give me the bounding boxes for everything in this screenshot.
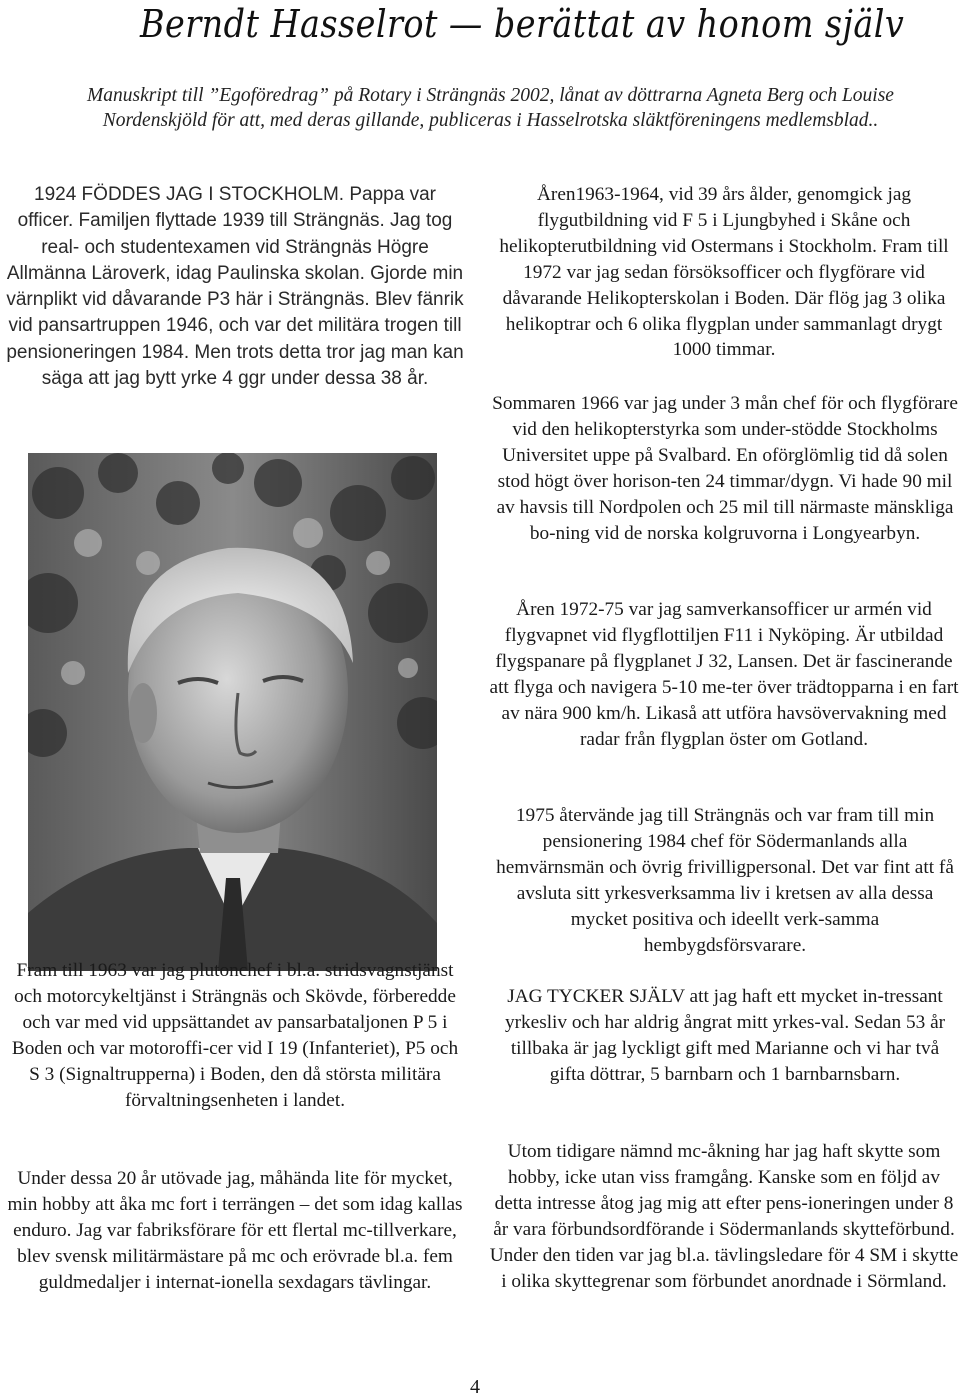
plutonchef-paragraph: Fram till 1963 var jag plutonchef i bl.a. stridsvagnstjänst och motorcykeltjänst i Strängnäs och Skövde, förberedde och var med vid uppsättandet av pansarbataljonen P 5 i Boden och var motoroffi-cer vid I 19 (Infanteriet), P5 och S 3 (Signaltrupperna) i Boden, den då största militära förvaltningsenheten i landet. <box>11 960 459 1111</box>
flight-training-paragraph: Åren1963-1964, vid 39 års ålder, genomgick jag flygutbildning vid F 5 i Ljungbyhed i Skåne och helikopterutbildning vid Ostermans i Stockholm. Fram till 1972 var jag sedan försöksofficer och flygförare vid dåvarande Helikopterskolan i Boden. Där flög jag 3 olika helikoptrar och 6 olika flygplan under sammanlagt drygt 1000 timmar. <box>499 184 949 361</box>
career-reflection-paragraph: JAG TYCKER SJÄLV att jag haft ett mycket in-tressant yrkesliv och har aldrig ångrat mitt yrkes-val. Sedan 53 år tillbaka är jag lyckligt gift med Marianne och vi har två gifta döttrar, 5 barnbarn och 1 barnbarnsbarn. <box>504 986 946 1085</box>
f11-paragraph: Åren 1972-75 var jag samverkansofficer ur armén vid flygvapnet vid flygflottiljen F11 i Nyköping. Är utbildad flygspanare på flygplanet J 32, Lansen. Det är fascinerande att flyga och navigera 5-10 me-ter över trädtopparna i en fart av nära 900 km/h. Likaså att utföra havsövervakning med radar från flygplan öster om Gotland. <box>489 599 959 750</box>
intro-note: Manuskript till ”Egoföredrag” på Rotary i Strängnäs 2002, lånat av döttrarna Agneta Berg och Louise Nordenskjöld för att, med deras gillande, publiceras i Hasselrotska släktföreningens medlemsblad.. <box>87 85 894 131</box>
portrait-photo <box>28 453 437 971</box>
page-number: 4 <box>470 1376 480 1398</box>
lead-paragraph: 1924 FÖDDES JAG I STOCKHOLM. Pappa var officer. Familjen flyttade 1939 till Strängnäs. Jag tog real- och studentexamen vid Strängnäs Högre Allmänna Läroverk, idag Paulinska skolan. Gjorde min värnplikt vid dåvarande P3 här i Strängnäs. Blev fänrik vid pansartruppen 1946, och var det militära trogen till pensioneringen 1984. Men trots detta tror jag man kan säga att jag bytt yrke 4 ggr under dessa 38 år. <box>6 184 464 390</box>
page-title: Berndt Hasselrot — berättat av honom själv <box>140 2 905 46</box>
svalbard-paragraph: Sommaren 1966 var jag under 3 mån chef för och flygförare vid den helikopterstyrka som under-stödde Stockholms Universitet uppe på Svalbard. En oförglömlig tid då solen stod högt över horison-ten 24 timmar/dygn. Vi hade 90 mil av havsis till Nordpolen och 25 mil till närmaste mänskliga bo-ning vid de norska kolgruvorna i Longyearbyn. <box>492 393 958 544</box>
homeguard-paragraph: 1975 återvände jag till Strängnäs och var fram till min pensionering 1984 chef för Södermanlands alla hemvärnsmän och övrig frivilligpersonal. Det var fint att få avsluta sitt yrkesverksamma liv i kretsen av alla dessa mycket positiva och ideellt verk-samma hembygdsförsvarare. <box>496 805 954 956</box>
enduro-paragraph: Under dessa 20 år utövade jag, måhända lite för mycket, min hobby att åka mc fort i terrängen – det som idag kallas enduro. Jag var fabriksförare för ett flertal mc-tillverkare, blev svensk militärmästare på mc och erövrade bl.a. fem guldmedaljer i internat-ionella sexdagars tävlingar. <box>7 1168 463 1293</box>
shooting-hobby-paragraph: Utom tidigare nämnd mc-åkning har jag haft skytte som hobby, icke utan viss framgång. Kanske som en följd av detta intresse åtog jag mig att efter pens-ioneringen under 8 år vara förbundsordförande i Södermanlands skytteförbund. Under den tiden var jag bl.a. tävlingsledare för 4 SM i skytte i olika skyttegrenar som förbundet anordnade i Sörmland. <box>489 1141 959 1292</box>
